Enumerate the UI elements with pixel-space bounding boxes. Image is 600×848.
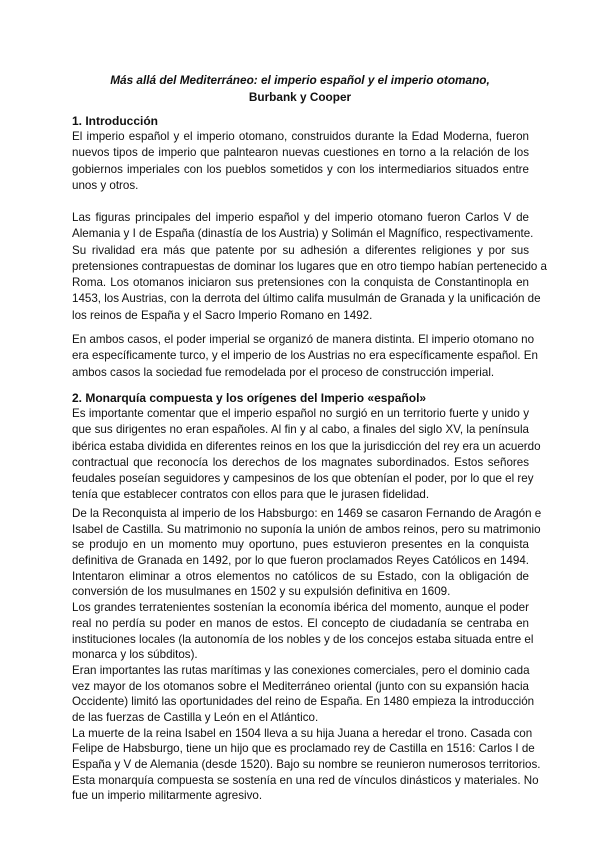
text-line: vez mayor de los otomanos sobre el Mediterráneo oriental (junto con su expansión hacia (72, 679, 529, 693)
text-line: fue un imperio militarmente agresivo. (72, 789, 263, 803)
text-line: Eran importantes las rutas marítimas y las conexiones comerciales, pero el dominio cada (72, 663, 530, 677)
paragraph (72, 129, 529, 194)
text-line: los reinos de España y el Sacro Imperio Romano en 1492. (72, 308, 373, 322)
text-line: monarca y los súbditos). (72, 648, 198, 662)
text-line: El imperio español y el imperio otomano, construidos durante la Edad Moderna, fueron (72, 130, 529, 143)
text-line: ibérica estaba dividida en diferentes reinos en los que la jurisdicción del rey era un acuerdo (72, 439, 541, 453)
text-line: nuevos tipos de imperio que palntearon nuevas cuestiones en torno a la relación de los (72, 146, 529, 160)
text-line: Felipe de Habsburgo, tiene un hijo que es proclamado rey de Castilla en 1516: Carlos I de (72, 742, 535, 756)
text-line: gobiernos imperiales con los pueblos sometidos y con los intermediarios situados entre (72, 162, 529, 176)
authors-line: Burbank y Cooper (248, 90, 352, 104)
document-title (60, 72, 540, 106)
title-line: Más allá del Mediterráneo: el imperio español y el imperio otomano, (110, 73, 490, 87)
text-line: Occidente) limitó las oportunidades del reino de España. En 1480 empieza la introducción (72, 695, 535, 709)
text-line: que sus dirigentes no eran españoles. Al fin y al cabo, a finales del siglo XV, la península (72, 423, 529, 437)
text-line: unos y otros. (72, 178, 139, 192)
text-line: Es importante comentar que el imperio español no surgió en un territorio fuerte y unido y (72, 407, 529, 420)
text-line: Roma. Los otomanos iniciaron sus pretensiones con la conquista de Constantinopla en (72, 276, 529, 290)
paragraph (72, 726, 541, 773)
paragraph (72, 506, 542, 600)
paragraph (72, 332, 538, 381)
text-line: España y V de Alemania (desde 1520). Bajo su nombre se reunieron numerosos territorios. (72, 758, 541, 771)
text-line: conversión de los musulmanes en 1502 y su expulsión definitiva en 1609. (72, 585, 451, 599)
paragraph (72, 210, 548, 324)
paragraph (72, 773, 539, 804)
text-line: ambos casos la sociedad fue remodelada por el proceso de construcción imperial. (72, 365, 495, 379)
text-line: era específicamente turco, y el imperio de los Austrias no era específicamente español. En (72, 349, 538, 363)
text-line: pretensiones contrapuestas de dominar los lugares que en otro tiempo habían pertenecido a (72, 259, 548, 273)
text-line: Las figuras principales del imperio español y del imperio otomano fueron Carlos V de (72, 211, 529, 224)
paragraph (72, 600, 534, 663)
text-line: tenía que establecer contratos con ellos para que le jurasen fidelidad. (72, 488, 430, 502)
section-heading: 2. Monarquía compuesta y los orígenes del Imperio «español» (72, 391, 427, 405)
section-heading: 1. Introducción (72, 114, 159, 128)
text-line: real no perdía su poder en manos de estos. El concepto de ciudadanía se centraba en (72, 616, 529, 630)
text-line: La muerte de la reina Isabel en 1504 lleva a su hija Juana a heredar el trono. Casada con (72, 726, 533, 740)
text-line: Intentaron eliminar a otros elementos no católicos de su Estado, con la obligación de (72, 569, 529, 583)
text-line: se produjo en un momento muy oportuno, pues estuvieron presentes en la conquista (72, 538, 529, 552)
text-line: En ambos casos, el poder imperial se organizó de manera distinta. El imperio otomano no (72, 333, 535, 346)
text-line: Esta monarquía compuesta se sostenía en una red de vínculos dinásticos y materiales. No (72, 773, 539, 787)
paragraph (72, 406, 541, 504)
text-line: Alemania y I de España (dinastía de los Austria) y Solimán el Magnífico, respectivamente. (72, 227, 534, 241)
paragraph-group (72, 506, 542, 804)
text-line: definitiva de Granada en 1492, por lo que fueron proclamados Reyes Católicos en 1494. (72, 554, 529, 568)
text-line: contractual que reconocía los derechos de los magnates subordinados. Estos señores (72, 455, 529, 469)
paragraph (72, 663, 535, 726)
text-line: instituciones locales (la autonomía de los nobles y de los concejos estaba situada entre el (72, 632, 534, 646)
text-line: Su rivalidad era más que patente por su adhesión a diferentes religiones y por sus (72, 243, 529, 257)
text-line: feudales poseían seguidores y campesinos de los que obtenían el poder, por lo que el rey (72, 472, 534, 486)
text-line: Isabel de Castilla. Su matrimonio no suponía la unión de ambos reinos, pero su matrimonio (72, 522, 541, 536)
text-line: de las fuerzas de Castilla y León en el Atlántico. (72, 710, 319, 724)
text-line: Los grandes terratenientes sostenían la economía ibérica del momento, aunque el poder (72, 601, 529, 615)
text-line: 1453, los Austrias, con la derrota del último califa musulmán de Granada y la unificación de (72, 292, 541, 306)
text-line: De la Reconquista al imperio de los Habsburgo: en 1469 se casaron Fernando de Aragón e (72, 507, 542, 520)
